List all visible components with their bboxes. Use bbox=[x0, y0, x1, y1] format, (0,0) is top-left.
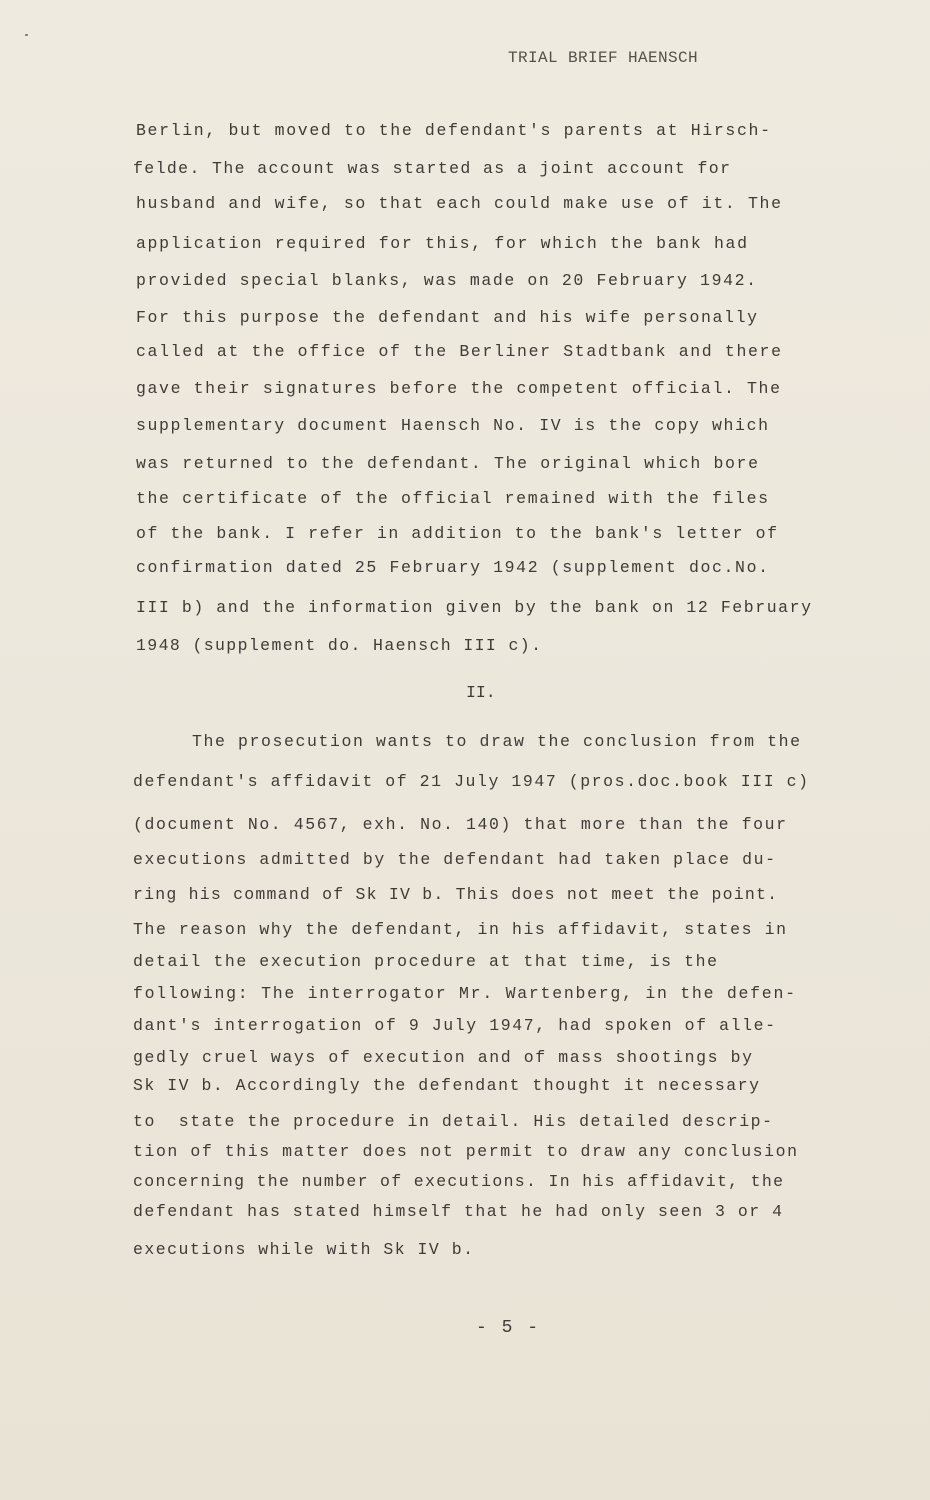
section-number: II. bbox=[466, 683, 496, 702]
text-line: confirmation dated 25 February 1942 (supplement doc.No. bbox=[136, 558, 770, 577]
text-line: For this purpose the defendant and his wife personally bbox=[136, 308, 759, 327]
paper-speck bbox=[25, 34, 28, 36]
text-line: Berlin, but moved to the defendant's parents at Hirsch- bbox=[136, 121, 772, 140]
text-line: called at the office of the Berliner Stadtbank and there bbox=[136, 342, 783, 361]
text-line: executions admitted by the defendant had taken place du- bbox=[133, 850, 777, 869]
text-line: The prosecution wants to draw the conclusion from the bbox=[192, 732, 802, 751]
text-line: supplementary document Haensch No. IV is the copy which bbox=[136, 416, 770, 435]
text-line: 1948 (supplement do. Haensch III c). bbox=[136, 636, 543, 655]
text-line: to state the procedure in detail. His detailed descrip- bbox=[133, 1112, 774, 1131]
text-line: detail the execution procedure at that time, is the bbox=[133, 952, 719, 971]
text-line: was returned to the defendant. The original which bore bbox=[136, 454, 760, 473]
text-line: Sk IV b. Accordingly the defendant thought it necessary bbox=[133, 1076, 761, 1095]
text-line: executions while with Sk IV b. bbox=[133, 1240, 475, 1259]
page-number: - 5 - bbox=[476, 1318, 541, 1338]
text-line: felde. The account was started as a joint account for bbox=[133, 159, 732, 178]
text-line: defendant has stated himself that he had only seen 3 or 4 bbox=[133, 1202, 784, 1221]
text-line: of the bank. I refer in addition to the bank's letter of bbox=[136, 524, 779, 543]
text-line: gedly cruel ways of execution and of mass shootings by bbox=[133, 1048, 754, 1067]
text-line: defendant's affidavit of 21 July 1947 (pros.doc.book III c) bbox=[133, 772, 810, 791]
text-line: ring his command of Sk IV b. This does not meet the point. bbox=[133, 885, 779, 904]
text-line: the certificate of the official remained with the files bbox=[136, 489, 770, 508]
text-line: The reason why the defendant, in his affidavit, states in bbox=[133, 920, 788, 939]
text-line: tion of this matter does not permit to draw any conclusion bbox=[133, 1142, 799, 1161]
text-line: provided special blanks, was made on 20 February 1942. bbox=[136, 271, 758, 290]
document-header: TRIAL BRIEF HAENSCH bbox=[508, 49, 699, 67]
text-line: (document No. 4567, exh. No. 140) that more than the four bbox=[133, 815, 788, 834]
text-line: III b) and the information given by the bank on 12 February bbox=[136, 598, 813, 617]
text-line: gave their signatures before the competent official. The bbox=[136, 379, 782, 398]
text-line: following: The interrogator Mr. Wartenberg, in the defen- bbox=[133, 984, 797, 1003]
text-line: application required for this, for which the bank had bbox=[136, 234, 749, 253]
text-line: husband and wife, so that each could make use of it. The bbox=[136, 194, 783, 213]
text-line: dant's interrogation of 9 July 1947, had spoken of alle- bbox=[133, 1016, 777, 1035]
text-line: concerning the number of executions. In his affidavit, the bbox=[133, 1172, 785, 1191]
